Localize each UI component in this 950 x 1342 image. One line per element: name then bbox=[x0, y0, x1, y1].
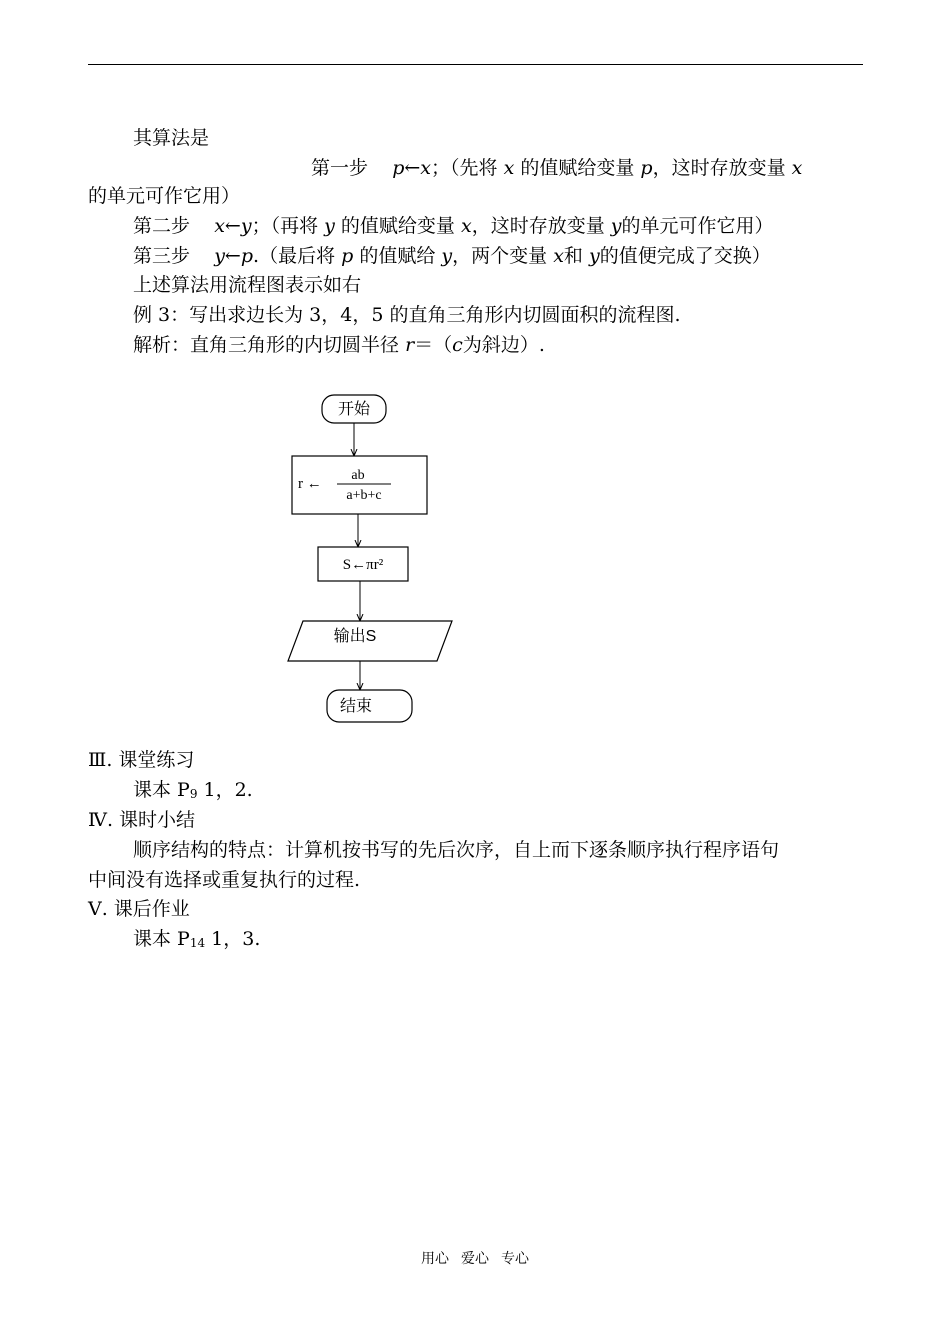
section5-text-a: 课本 P bbox=[133, 928, 190, 950]
intro-text: 其算法是 bbox=[133, 127, 210, 149]
area-label: S←πr² bbox=[342, 557, 384, 573]
step1-note-x: x bbox=[503, 157, 515, 179]
step3-var-p: p bbox=[240, 245, 254, 267]
step1-note-a: （先将 bbox=[450, 157, 498, 179]
end-label: 结束 bbox=[339, 698, 373, 715]
section3-text-b: 1，2. bbox=[197, 779, 253, 801]
step2-note-d: 的单元可作它用） bbox=[621, 215, 774, 237]
step2-semicolon: ； bbox=[251, 215, 271, 237]
section4-line1-text: 顺序结构的特点：计算机按书写的先后次序，自上而下逐条顺序执行程序语句 bbox=[133, 839, 780, 861]
section3-body bbox=[133, 778, 253, 806]
analysis-text-b: ＝（ bbox=[414, 334, 453, 356]
step1-note-p: p bbox=[640, 157, 653, 179]
step3-note-e: 的值便完成了交换） bbox=[599, 245, 771, 267]
step3-note-c: ，两个变量 bbox=[452, 245, 548, 267]
step2-var-x: x bbox=[214, 215, 225, 237]
assign-r-left: r ← bbox=[298, 476, 322, 492]
step1-cont-text: 的单元可作它用） bbox=[88, 185, 241, 207]
section4-line2-text: 中间没有选择或重复执行的过程. bbox=[88, 869, 361, 891]
step3-note-y2: y bbox=[588, 245, 600, 267]
step3-note-d: 和 bbox=[563, 245, 583, 267]
step3-note-a: （最后将 bbox=[259, 245, 336, 267]
example3-text: 例 3：写出求边长为 3，4，5 的直角三角形内切圆面积的流程图. bbox=[133, 304, 681, 326]
step1-semicolon: ； bbox=[431, 157, 451, 179]
section3-title-text: Ⅲ. 课堂练习 bbox=[88, 749, 195, 771]
step3-arrow: ← bbox=[224, 245, 241, 267]
section4-title bbox=[88, 808, 195, 832]
step1-note-x2: x bbox=[791, 157, 803, 179]
step2-note-y2: y bbox=[610, 215, 622, 237]
step2-var-y: y bbox=[240, 215, 252, 237]
step2-note-a: （再将 bbox=[270, 215, 319, 237]
step3-note-y: y bbox=[441, 245, 453, 267]
footer-text-c: 专心 bbox=[501, 1251, 529, 1267]
frac-numerator: ab bbox=[351, 468, 365, 483]
step2-note-y: y bbox=[324, 215, 335, 237]
step2-label: 第二步 bbox=[133, 215, 191, 237]
step3-dot: . bbox=[253, 245, 260, 267]
step2-note-b: 的值赋给变量 bbox=[340, 215, 455, 237]
frac-denominator: a+b+c bbox=[346, 488, 382, 503]
step1-note-c: ，这时存放变量 bbox=[652, 157, 786, 179]
section4-line1 bbox=[133, 838, 779, 862]
section4-title-text: Ⅳ. 课时小结 bbox=[88, 809, 196, 831]
step3-label: 第三步 bbox=[133, 245, 191, 267]
analysis-var-r: r bbox=[405, 334, 415, 356]
step1-var-p: p bbox=[392, 157, 405, 179]
output-label: 输出S bbox=[333, 628, 377, 645]
analysis-text-c: 为斜边）. bbox=[462, 334, 545, 356]
section5-text-b: 1，3. bbox=[205, 928, 261, 950]
section5-title bbox=[88, 897, 190, 921]
step1-note-b: 的值赋给变量 bbox=[520, 157, 635, 179]
step3-note-x: x bbox=[553, 245, 564, 267]
step1-arrow: ← bbox=[404, 157, 421, 179]
footer-text-a: 用心 bbox=[421, 1251, 449, 1267]
step3-var-y: y bbox=[214, 245, 225, 267]
page-footer bbox=[0, 1248, 950, 1268]
step3-note-b: 的值赋给 bbox=[359, 245, 436, 267]
step1-var-x: x bbox=[420, 157, 431, 179]
analysis-text-a: 解析：直角三角形的内切圆半径 bbox=[133, 334, 400, 356]
section3-title bbox=[88, 748, 194, 772]
step2-note-c: ，这时存放变量 bbox=[471, 215, 605, 237]
footer-text-b: 爱心 bbox=[461, 1251, 489, 1267]
flow-intro-text: 上述算法用流程图表示如右 bbox=[133, 274, 362, 296]
step1-label: 第一步 bbox=[311, 157, 369, 179]
analysis-var-c: c bbox=[452, 334, 463, 356]
section3-text-a: 课本 P bbox=[133, 779, 190, 801]
section5-body bbox=[133, 927, 260, 955]
section4-line2 bbox=[88, 868, 360, 892]
step2-note-x: x bbox=[460, 215, 472, 237]
step2-arrow: ← bbox=[224, 215, 241, 237]
section5-sub: 14 bbox=[189, 936, 206, 950]
start-label: 开始 bbox=[337, 401, 371, 418]
step3-note-p: p bbox=[341, 245, 354, 267]
section5-title-text: Ⅴ. 课后作业 bbox=[88, 898, 190, 920]
section3-sub: 9 bbox=[189, 787, 198, 801]
